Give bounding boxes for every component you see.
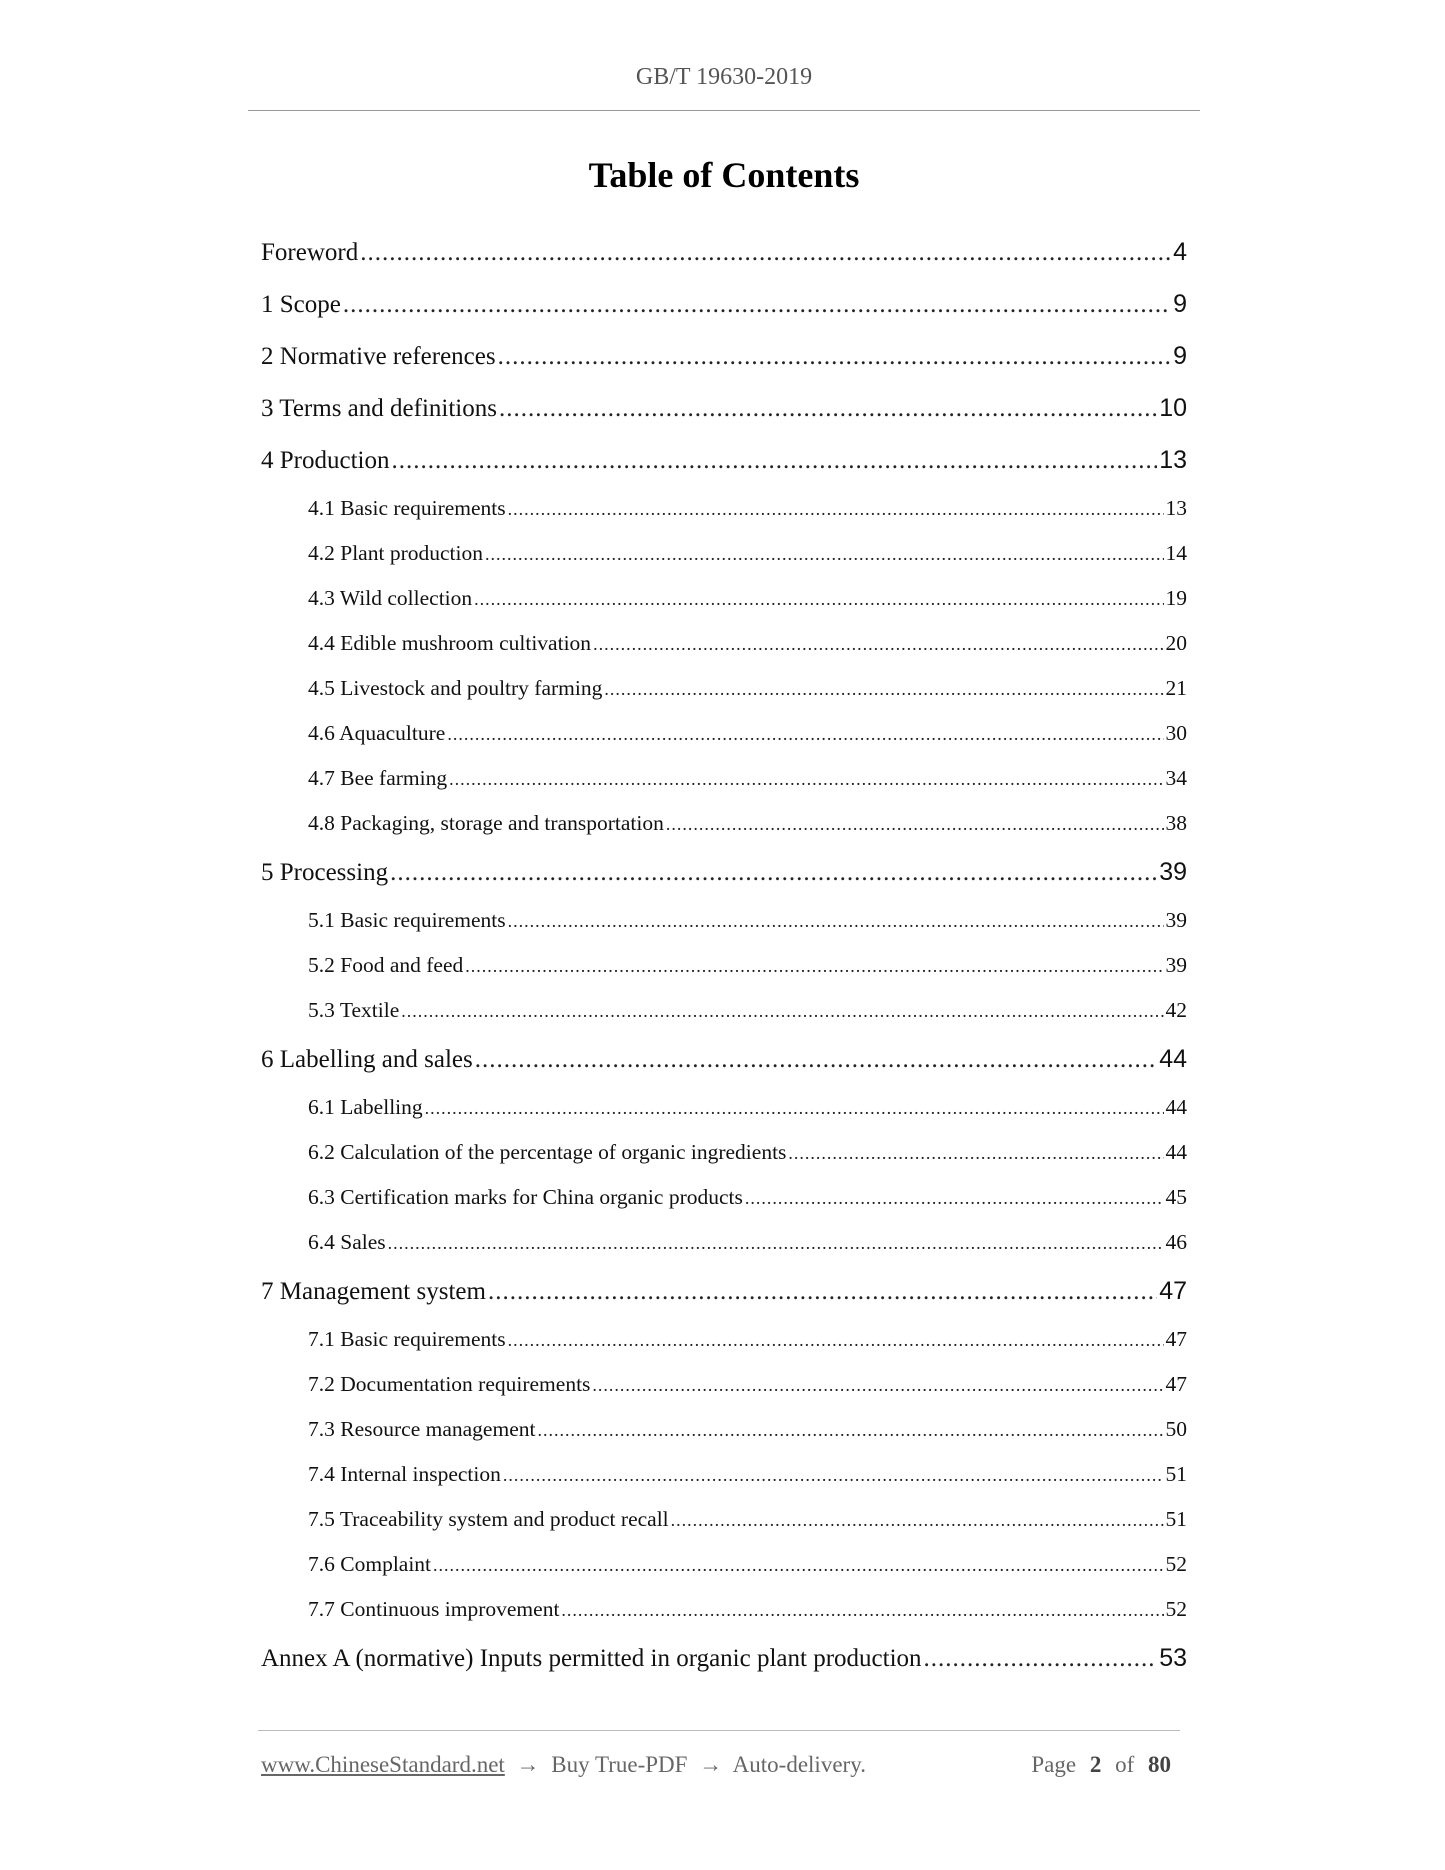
toc-entry-label: 5.2 Food and feed <box>308 953 464 977</box>
toc-page-number: 34 <box>1165 766 1187 790</box>
header-divider <box>248 110 1200 111</box>
toc-dot-leader <box>499 383 1157 435</box>
toc-entry-label: 7.1 Basic requirements <box>308 1327 506 1351</box>
toc-dot-leader <box>508 1318 1164 1363</box>
toc-entry-label: 5.1 Basic requirements <box>308 908 506 932</box>
toc-dot-leader <box>508 487 1164 532</box>
toc-page-number: 10 <box>1159 394 1187 422</box>
page-footer <box>261 1752 1179 1778</box>
toc-entry[interactable] <box>261 1033 1187 1085</box>
toc-dot-leader <box>503 1453 1164 1498</box>
toc-dot-leader <box>537 1408 1163 1453</box>
toc-entry[interactable] <box>261 330 1187 382</box>
table-of-contents <box>261 226 1187 1684</box>
toc-entry-label: 4.6 Aquaculture <box>308 721 446 745</box>
toc-dot-leader <box>401 989 1163 1034</box>
toc-page-number: 45 <box>1165 1185 1187 1209</box>
toc-dot-leader <box>391 435 1157 487</box>
toc-subentry[interactable] <box>261 1317 1187 1362</box>
toc-page-number: 42 <box>1165 998 1187 1022</box>
total-pages-number: 80 <box>1148 1752 1171 1777</box>
toc-subentry[interactable] <box>261 1587 1187 1632</box>
arrow-right-icon: → <box>516 1752 540 1777</box>
toc-page-number: 52 <box>1165 1552 1187 1576</box>
current-page-number: 2 <box>1089 1752 1102 1777</box>
toc-subentry[interactable] <box>261 801 1187 846</box>
toc-page-number: 13 <box>1159 446 1187 474</box>
toc-subentry[interactable] <box>261 1085 1187 1130</box>
toc-dot-leader <box>604 667 1163 712</box>
toc-entry-label: 4.2 Plant production <box>308 541 483 565</box>
toc-subentry[interactable] <box>261 1497 1187 1542</box>
toc-page-number: 19 <box>1165 586 1187 610</box>
toc-subentry[interactable] <box>261 988 1187 1033</box>
toc-subentry[interactable] <box>261 756 1187 801</box>
toc-page-number: 9 <box>1173 342 1187 370</box>
toc-subentry[interactable] <box>261 1542 1187 1587</box>
running-header: GB/T 19630-2019 <box>635 64 813 90</box>
toc-dot-leader <box>485 532 1164 577</box>
toc-dot-leader <box>474 577 1163 622</box>
toc-page-number: 52 <box>1165 1597 1187 1621</box>
page-title: Table of Contents <box>588 155 860 195</box>
toc-entry-label: 7.6 Complaint <box>308 1552 432 1576</box>
toc-entry-label: 4 Production <box>261 447 390 474</box>
toc-dot-leader <box>360 227 1171 279</box>
toc-page-number: 47 <box>1165 1372 1187 1396</box>
toc-dot-leader <box>788 1131 1163 1176</box>
toc-subentry[interactable] <box>261 576 1187 621</box>
toc-entry-label: Annex A (normative) Inputs permitted in organic plant production <box>261 1645 922 1672</box>
toc-subentry[interactable] <box>261 1452 1187 1497</box>
website-link[interactable]: www.ChineseStandard.net <box>261 1752 505 1777</box>
buy-pdf-link: Buy True-PDF <box>551 1752 688 1777</box>
toc-dot-leader <box>388 1221 1164 1266</box>
toc-page-number: 47 <box>1165 1327 1187 1351</box>
toc-page-number: 39 <box>1165 908 1187 932</box>
auto-delivery-text: Auto-delivery. <box>732 1752 866 1777</box>
toc-dot-leader <box>666 802 1164 847</box>
toc-subentry[interactable] <box>261 711 1187 756</box>
footer-divider <box>258 1730 1180 1731</box>
toc-page-number: 47 <box>1159 1277 1187 1305</box>
toc-dot-leader <box>745 1176 1164 1221</box>
of-word: of <box>1115 1752 1135 1777</box>
page-indicator <box>1031 1752 1179 1778</box>
toc-page-number: 44 <box>1159 1045 1187 1073</box>
toc-dot-leader <box>390 847 1157 899</box>
toc-entry-label: 4.5 Livestock and poultry farming <box>308 676 603 700</box>
toc-page-number: 21 <box>1165 676 1187 700</box>
toc-entry-label: 7.4 Internal inspection <box>308 1462 501 1486</box>
toc-subentry[interactable] <box>261 943 1187 988</box>
toc-entry[interactable] <box>261 226 1187 278</box>
toc-dot-leader <box>343 279 1171 331</box>
toc-entry-label: 4.7 Bee farming <box>308 766 448 790</box>
toc-page-number: 38 <box>1165 811 1187 835</box>
toc-entry-label: 7.5 Traceability system and product recall <box>308 1507 669 1531</box>
toc-entry-label: 6.1 Labelling <box>308 1095 423 1119</box>
toc-dot-leader <box>425 1086 1164 1131</box>
toc-dot-leader <box>447 712 1163 757</box>
toc-page-number: 51 <box>1165 1507 1187 1531</box>
toc-entry-label: 5 Processing <box>261 859 389 886</box>
toc-page-number: 9 <box>1173 290 1187 318</box>
toc-entry-label: 6.2 Calculation of the percentage of organic ingredients <box>308 1140 787 1164</box>
toc-subentry[interactable] <box>261 1407 1187 1452</box>
toc-entry-label: 4.3 Wild collection <box>308 586 473 610</box>
toc-dot-leader <box>475 1034 1157 1086</box>
toc-page-number: 20 <box>1165 631 1187 655</box>
toc-entry-label: 6.3 Certification marks for China organic products <box>308 1185 743 1209</box>
toc-dot-leader <box>561 1588 1163 1633</box>
toc-subentry[interactable] <box>261 1175 1187 1220</box>
toc-subentry[interactable] <box>261 898 1187 943</box>
toc-entry-label: 4.1 Basic requirements <box>308 496 506 520</box>
toc-entry-label: 3 Terms and definitions <box>261 395 497 422</box>
toc-page-number: 4 <box>1173 238 1187 266</box>
toc-entry-label: 4.4 Edible mushroom cultivation <box>308 631 592 655</box>
footer-left <box>261 1752 866 1778</box>
toc-entry-label: 6 Labelling and sales <box>261 1046 473 1073</box>
toc-page-number: 53 <box>1159 1644 1187 1672</box>
arrow-right-icon: → <box>699 1752 723 1777</box>
toc-entry[interactable] <box>261 1265 1187 1317</box>
toc-dot-leader <box>433 1543 1163 1588</box>
toc-subentry[interactable] <box>261 621 1187 666</box>
toc-page-number: 50 <box>1165 1417 1187 1441</box>
toc-page-number: 44 <box>1165 1140 1187 1164</box>
toc-subentry[interactable] <box>261 1130 1187 1175</box>
toc-dot-leader <box>465 944 1163 989</box>
toc-entry-label: 1 Scope <box>261 291 341 318</box>
toc-dot-leader <box>508 899 1164 944</box>
toc-entry-label: 7 Management system <box>261 1278 486 1305</box>
toc-subentry[interactable] <box>261 1362 1187 1407</box>
toc-subentry[interactable] <box>261 486 1187 531</box>
toc-page-number: 44 <box>1165 1095 1187 1119</box>
toc-dot-leader <box>924 1633 1158 1685</box>
toc-page-number: 14 <box>1165 541 1187 565</box>
toc-dot-leader <box>498 331 1171 383</box>
toc-subentry[interactable] <box>261 531 1187 576</box>
toc-dot-leader <box>671 1498 1164 1543</box>
toc-entry-label: 6.4 Sales <box>308 1230 386 1254</box>
toc-entry-label: 7.3 Resource management <box>308 1417 536 1441</box>
toc-entry-label: 2 Normative references <box>261 343 496 370</box>
toc-entry-label: 7.2 Documentation requirements <box>308 1372 591 1396</box>
toc-dot-leader <box>449 757 1163 802</box>
toc-entry[interactable] <box>261 1632 1187 1684</box>
page-word: Page <box>1031 1752 1077 1777</box>
toc-page-number: 39 <box>1165 953 1187 977</box>
toc-entry[interactable] <box>261 382 1187 434</box>
toc-dot-leader <box>488 1266 1157 1318</box>
toc-page-number: 13 <box>1165 496 1187 520</box>
toc-page-number: 51 <box>1165 1462 1187 1486</box>
toc-entry[interactable] <box>261 434 1187 486</box>
toc-subentry[interactable] <box>261 666 1187 711</box>
toc-entry[interactable] <box>261 846 1187 898</box>
toc-entry-label: 5.3 Textile <box>308 998 400 1022</box>
toc-subentry[interactable] <box>261 1220 1187 1265</box>
toc-dot-leader <box>593 622 1163 667</box>
toc-dot-leader <box>592 1363 1163 1408</box>
toc-entry-label: 4.8 Packaging, storage and transportation <box>308 811 664 835</box>
toc-page-number: 39 <box>1159 858 1187 886</box>
toc-page-number: 30 <box>1165 721 1187 745</box>
toc-entry[interactable] <box>261 278 1187 330</box>
toc-page-number: 46 <box>1165 1230 1187 1254</box>
toc-entry-label: Foreword <box>261 239 359 266</box>
toc-entry-label: 7.7 Continuous improvement <box>308 1597 560 1621</box>
